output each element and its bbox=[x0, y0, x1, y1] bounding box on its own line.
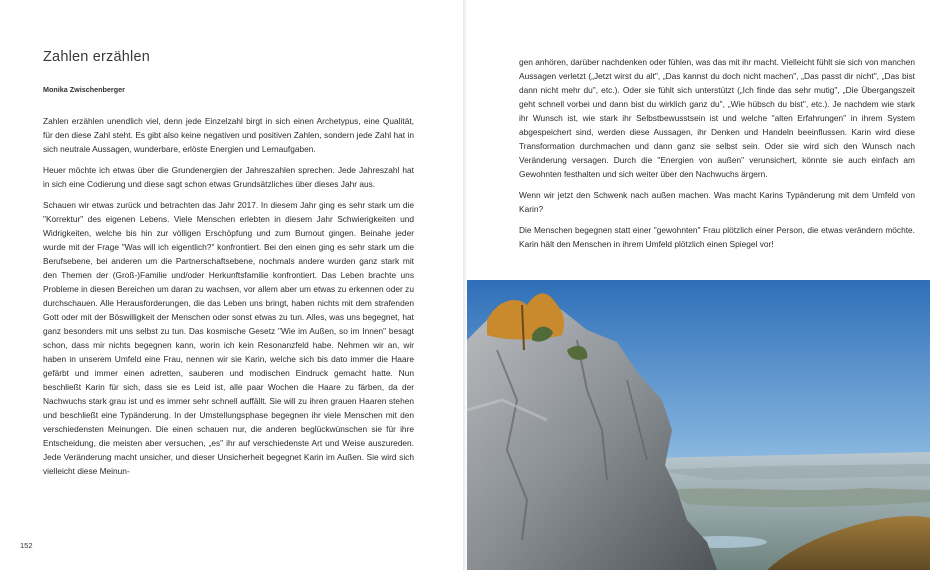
paragraph: Die Menschen begegnen statt einer "gewohnten" Frau plötzlich einer Person, die etwas verändern möchte. Karin hält den Menschen in ihrem Umfeld plötzlich einen Spiegel vor! bbox=[519, 225, 915, 249]
paragraph: Zahlen erzählen unendlich viel, denn jede Einzelzahl birgt in sich einen Archetypus, eine Qualität, für den diese Zahl steht. Es gibt also keine negativen und positiven Zahlen, sondern jede Zahl hat in sich neutrale Aussagen, wunderbare, erlöste Energien und Lernaufgaben. bbox=[43, 116, 414, 154]
mountain-landscape-image bbox=[467, 280, 930, 570]
right-page bbox=[467, 0, 930, 570]
paragraph: gen anhören, darüber nachdenken oder fühlen, was das mit ihr macht. Vielleicht fühlt sie sich von manchen Aussagen verletzt („Jetzt wirst du alt", „Das kannst du doch nicht machen", „Das passt dir nicht", „Das bist dann nicht mehr du", etc.). Oder sie fühlt sich unterstützt („Ich finde das sehr mutig", „Die Übergangszeit geht schnell vorbei und dann bist du wirklich ganz du", „Wie hübsch du bist", etc.). Je nachdem wie stark ihr Wunsch ist, wie stark ihr Selbstbewusstsein ist und welche "alten Erfahrungen" in ihrem System abgespeichert sind, werden diese Aussagen, ihr Denken und Handeln beeinflussen. Karin wird diese Transformation durchmachen und dann ganz sie selbst sein. Oder sie wird sich den Wunsch nach Veränderung versagen. Durch die "Energien von außen" verunsichert, könnte sie auch einfach am Gewohnten festhalten und sich weiter über den Nachwuchs ärgern. bbox=[519, 57, 915, 179]
article-author: Monika Zwischenberger bbox=[43, 85, 125, 94]
page-number: 152 bbox=[20, 541, 33, 550]
mountain-photo bbox=[467, 280, 930, 570]
article-title: Zahlen erzählen bbox=[43, 49, 150, 65]
left-text-column bbox=[43, 114, 414, 478]
paragraph: Heuer möchte ich etwas über die Grundenergien der Jahreszahlen sprechen. Jede Jahreszahl hat in sich eine Codierung und diese sagt schon etwas Grundsätzliches über dieses Jahr aus. bbox=[43, 165, 414, 189]
valley-fields bbox=[667, 488, 930, 507]
left-page bbox=[0, 0, 463, 570]
right-text-column bbox=[519, 55, 915, 251]
paragraph: Schauen wir etwas zurück und betrachten das Jahr 2017. In diesem Jahr ging es sehr stark um die "Korrektur" des eigenen Lebens. Viele Menschen erlebten in diesem Jahr Schwierigkeiten und Widrigkeiten, welche bis hin zur völligen Erschöpfung und zum Burnout gingen. Beinahe jeder wurde mit der Frage "Was will ich eigentlich?" konfrontiert. Bei den einen ging es sehr stark um die Berufsebene, bei anderen um die Partnerschaftsebene, nochmals andere wurden ganz stark mit den Themen der (Groß-)Familie und/oder Herkunftsfamilie konfrontiert. Das Leben brachte uns Probleme in diesen Bereichen um daran zu wachsen, vor allem aber um etwas zu erkennen oder zu durchschauen. Alle Herausforderungen, die das Leben uns bringt, haben nichts mit dem strafenden Gott oder mit der Böswilligkeit der Menschen oder sonst etwas zu tun. Alles, was uns begegnet, hat ganz besonders mit uns selbst zu tun. Das kosmische Gesetz "Wie im Außen, so im Innen" besagt schon, dass mir nichts begegnen kann, worin ich kein Resonanzfeld habe. Nehmen wir an, wir haben in unserem Umfeld eine Frau, nennen wir sie Karin, welche sich bis dato immer die Haare gefärbt und immer einen adretten, sauberen und modischen Eindruck gemacht hatte. Nun beschließt Karin für sich, dass sie es Leid ist, alle paar Wochen die Haare zu färben, da der Nachwuchs stark grau ist und es immer sehr schnell auffällt. Sie will zu ihren grauen Haaren stehen und beschließt eine Typänderung. In der Umstellungsphase begegnen ihr viele Menschen mit den verschiedensten Meinungen. Die einen schauen nur, die anderen beglückwünschen sie für ihre Entscheidung, die meisten aber versuchen, „es" ihr auf verschiedenste Art und Weise auszureden. Jede Veränderung macht unsicher, und dieser Unsicherheit begegnet Karin im Außen. Sie wird sich vielleicht diese Meinun- bbox=[43, 200, 414, 476]
paragraph: Wenn wir jetzt den Schwenk nach außen machen. Was macht Karins Typänderung mit dem Umfeld von Karin? bbox=[519, 190, 915, 214]
